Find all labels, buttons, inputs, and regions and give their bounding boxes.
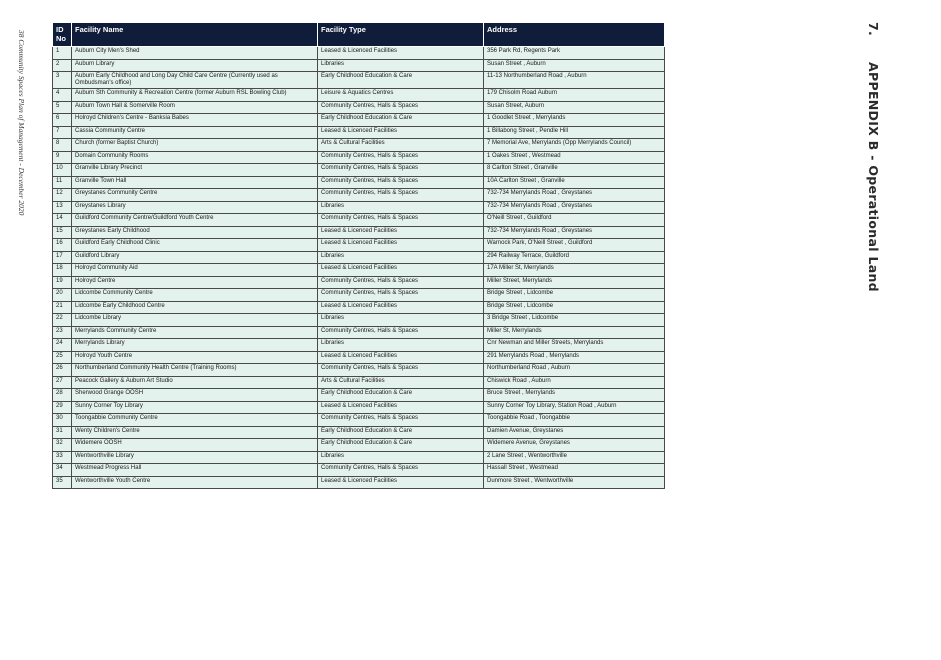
- cell-facility-name: Auburn Early Childhood and Long Day Child Care Centre (Currently used as Ombudsman's office): [72, 72, 318, 89]
- cell-facility-type: Libraries: [318, 314, 484, 327]
- cell-facility-type: Community Centres, Halls & Spaces: [318, 276, 484, 289]
- cell-address: Susan Street, Auburn: [484, 101, 665, 114]
- cell-id: 15: [53, 226, 72, 239]
- cell-address: Bridge Street , Lidcombe: [484, 289, 665, 302]
- cell-address: 17A Miller St, Merrylands: [484, 264, 665, 277]
- cell-address: Dunmore Street , Wentworthville: [484, 476, 665, 489]
- cell-address: Hassall Street , Westmead: [484, 464, 665, 477]
- table-row: [53, 289, 665, 302]
- section-number: 7.: [866, 22, 881, 37]
- table-row: [53, 426, 665, 439]
- table-row: [53, 439, 665, 452]
- cell-id: 30: [53, 414, 72, 427]
- cell-id: 14: [53, 214, 72, 227]
- cell-facility-type: Leased & Licenced Facilities: [318, 239, 484, 252]
- table-row: [53, 451, 665, 464]
- cell-facility-name: Auburn Library: [72, 59, 318, 72]
- table-row: [53, 72, 665, 89]
- cell-address: 294 Railway Terrace, Guildford: [484, 251, 665, 264]
- cell-facility-name: Cassia Community Centre: [72, 126, 318, 139]
- table-row: [53, 401, 665, 414]
- cell-facility-name: Toongabbie Community Centre: [72, 414, 318, 427]
- cell-id: 25: [53, 351, 72, 364]
- table-row: [53, 239, 665, 252]
- table-row: [53, 151, 665, 164]
- operational-land-table: [52, 22, 665, 489]
- cell-facility-type: Community Centres, Halls & Spaces: [318, 214, 484, 227]
- header-facility-name: Facility Name: [72, 23, 318, 47]
- table-row: [53, 126, 665, 139]
- cell-facility-type: Leisure & Aquatics Centres: [318, 89, 484, 102]
- cell-address: 732-734 Merrylands Road , Greystanes: [484, 189, 665, 202]
- cell-address: Miller Street, Merrylands: [484, 276, 665, 289]
- cell-facility-type: Early Childhood Education & Care: [318, 72, 484, 89]
- cell-facility-name: Sherwood Grange OOSH: [72, 389, 318, 402]
- cell-address: Sunny Corner Toy Library, Station Road , Auburn: [484, 401, 665, 414]
- table-header-row: [53, 23, 665, 47]
- cell-id: 27: [53, 376, 72, 389]
- cell-facility-type: Arts & Cultural Facilities: [318, 139, 484, 152]
- cell-address: Warnock Park, O'Neill Street , Guildford: [484, 239, 665, 252]
- cell-facility-type: Leased & Licenced Facilities: [318, 401, 484, 414]
- table-row: [53, 214, 665, 227]
- table-row: [53, 326, 665, 339]
- cell-address: Cnr Newman and Miller Streets, Merrylands: [484, 339, 665, 352]
- table-row: [53, 176, 665, 189]
- cell-facility-type: Leased & Licenced Facilities: [318, 126, 484, 139]
- cell-facility-type: Early Childhood Education & Care: [318, 426, 484, 439]
- cell-id: 18: [53, 264, 72, 277]
- table-row: [53, 464, 665, 477]
- table-row: [53, 389, 665, 402]
- table-body: [53, 47, 665, 489]
- cell-id: 16: [53, 239, 72, 252]
- cell-id: 31: [53, 426, 72, 439]
- cell-facility-name: Granville Library Precinct: [72, 164, 318, 177]
- cell-id: 33: [53, 451, 72, 464]
- cell-id: 4: [53, 89, 72, 102]
- cell-facility-name: Wenty Children's Centre: [72, 426, 318, 439]
- cell-id: 24: [53, 339, 72, 352]
- cell-address: 8 Carlton Street , Granville: [484, 164, 665, 177]
- cell-id: 34: [53, 464, 72, 477]
- cell-facility-type: Community Centres, Halls & Spaces: [318, 414, 484, 427]
- cell-facility-name: Auburn Town Hall & Somerville Room: [72, 101, 318, 114]
- cell-facility-type: Early Childhood Education & Care: [318, 114, 484, 127]
- cell-facility-name: Peacock Gallery & Auburn Art Studio: [72, 376, 318, 389]
- cell-facility-name: Lidcombe Community Centre: [72, 289, 318, 302]
- cell-id: 8: [53, 139, 72, 152]
- cell-facility-name: Auburn Sth Community & Recreation Centre (former Auburn RSL Bowling Club): [72, 89, 318, 102]
- cell-address: 3 Bridge Street , Lidcombe: [484, 314, 665, 327]
- cell-facility-name: Holroyd Community Aid: [72, 264, 318, 277]
- cell-facility-type: Early Childhood Education & Care: [318, 439, 484, 452]
- cell-id: 11: [53, 176, 72, 189]
- cell-facility-name: Wentworthville Library: [72, 451, 318, 464]
- table-row: [53, 476, 665, 489]
- cell-id: 13: [53, 201, 72, 214]
- cell-facility-name: Holroyd Children's Centre - Banksia Babes: [72, 114, 318, 127]
- cell-facility-name: Auburn City Men's Shed: [72, 47, 318, 60]
- cell-id: 21: [53, 301, 72, 314]
- page-footer-vertical: 38 Community Spaces Plan of Management - December 2020: [17, 30, 26, 216]
- table-row: [53, 376, 665, 389]
- header-address: Address: [484, 23, 665, 47]
- cell-id: 26: [53, 364, 72, 377]
- cell-facility-name: Guildford Community Centre/Guildford Youth Centre: [72, 214, 318, 227]
- table-row: [53, 101, 665, 114]
- cell-facility-type: Libraries: [318, 201, 484, 214]
- table-row: [53, 264, 665, 277]
- cell-id: 23: [53, 326, 72, 339]
- cell-facility-type: Libraries: [318, 59, 484, 72]
- table-row: [53, 139, 665, 152]
- table-row: [53, 339, 665, 352]
- cell-facility-name: Lidcombe Early Childhood Centre: [72, 301, 318, 314]
- cell-facility-type: Community Centres, Halls & Spaces: [318, 364, 484, 377]
- cell-facility-name: Holroyd Youth Centre: [72, 351, 318, 364]
- table-row: [53, 251, 665, 264]
- table-row: [53, 351, 665, 364]
- cell-address: 179 Chisolm Road Auburn: [484, 89, 665, 102]
- cell-facility-type: Community Centres, Halls & Spaces: [318, 101, 484, 114]
- cell-address: Bridge Street , Lidcombe: [484, 301, 665, 314]
- cell-id: 20: [53, 289, 72, 302]
- cell-facility-name: Church (former Baptist Church): [72, 139, 318, 152]
- cell-address: Susan Street , Auburn: [484, 59, 665, 72]
- table-row: [53, 364, 665, 377]
- section-title: APPENDIX B - Operational Land: [866, 62, 881, 292]
- cell-id: 12: [53, 189, 72, 202]
- cell-facility-type: Community Centres, Halls & Spaces: [318, 176, 484, 189]
- table-row: [53, 301, 665, 314]
- table-row: [53, 201, 665, 214]
- table-row: [53, 189, 665, 202]
- cell-address: O'Neill Street , Guildford: [484, 214, 665, 227]
- cell-id: 17: [53, 251, 72, 264]
- table-row: [53, 47, 665, 60]
- cell-facility-type: Leased & Licenced Facilities: [318, 47, 484, 60]
- cell-facility-name: Guildford Early Childhood Clinic: [72, 239, 318, 252]
- cell-id: 29: [53, 401, 72, 414]
- cell-id: 5: [53, 101, 72, 114]
- cell-address: 732-734 Merrylands Road , Greystanes: [484, 226, 665, 239]
- header-id: ID No: [53, 23, 72, 47]
- cell-facility-name: Northumberland Community Health Centre (Training Rooms): [72, 364, 318, 377]
- cell-id: 28: [53, 389, 72, 402]
- cell-id: 22: [53, 314, 72, 327]
- cell-facility-name: Sunny Corner Toy Library: [72, 401, 318, 414]
- cell-facility-type: Community Centres, Halls & Spaces: [318, 464, 484, 477]
- cell-facility-name: Greystanes Early Childhood: [72, 226, 318, 239]
- cell-facility-type: Community Centres, Halls & Spaces: [318, 326, 484, 339]
- cell-facility-name: Widemere OOSH: [72, 439, 318, 452]
- cell-facility-type: Early Childhood Education & Care: [318, 389, 484, 402]
- cell-facility-name: Granville Town Hall: [72, 176, 318, 189]
- cell-id: 9: [53, 151, 72, 164]
- cell-address: 291 Merrylands Road , Merrylands: [484, 351, 665, 364]
- cell-facility-name: Domain Community Rooms: [72, 151, 318, 164]
- cell-facility-type: Leased & Licenced Facilities: [318, 476, 484, 489]
- cell-facility-name: Westmead Progress Hall: [72, 464, 318, 477]
- cell-address: 2 Lane Street , Wentworthville: [484, 451, 665, 464]
- cell-facility-name: Greystanes Community Centre: [72, 189, 318, 202]
- cell-address: Damien Avenue, Greystanes: [484, 426, 665, 439]
- table-row: [53, 314, 665, 327]
- table-row: [53, 164, 665, 177]
- cell-address: Chiswick Road , Auburn: [484, 376, 665, 389]
- cell-facility-type: Leased & Licenced Facilities: [318, 264, 484, 277]
- cell-facility-name: Lidcombe Library: [72, 314, 318, 327]
- cell-id: 6: [53, 114, 72, 127]
- cell-id: 10: [53, 164, 72, 177]
- cell-id: 32: [53, 439, 72, 452]
- cell-address: Bruce Street , Merrylands: [484, 389, 665, 402]
- cell-facility-type: Community Centres, Halls & Spaces: [318, 164, 484, 177]
- cell-facility-name: Merrylands Community Centre: [72, 326, 318, 339]
- cell-id: 3: [53, 72, 72, 89]
- section-heading: [851, 22, 881, 292]
- cell-address: 10A Carlton Street , Granville: [484, 176, 665, 189]
- cell-facility-type: Community Centres, Halls & Spaces: [318, 189, 484, 202]
- cell-facility-type: Leased & Licenced Facilities: [318, 226, 484, 239]
- table-row: [53, 276, 665, 289]
- cell-id: 2: [53, 59, 72, 72]
- table-row: [53, 59, 665, 72]
- cell-id: 7: [53, 126, 72, 139]
- table-row: [53, 114, 665, 127]
- cell-address: 7 Memorial Ave, Merrylands (Opp Merrylands Council): [484, 139, 665, 152]
- cell-facility-type: Community Centres, Halls & Spaces: [318, 151, 484, 164]
- cell-address: Northumberland Road , Auburn: [484, 364, 665, 377]
- cell-address: 1 Oakes Street , Westmead: [484, 151, 665, 164]
- header-facility-type: Facility Type: [318, 23, 484, 47]
- cell-address: 356 Park Rd, Regents Park: [484, 47, 665, 60]
- cell-facility-name: Greystanes Library: [72, 201, 318, 214]
- cell-address: Widemere Avenue, Greystanes: [484, 439, 665, 452]
- table-row: [53, 414, 665, 427]
- cell-address: Toongabbie Road , Toongabbie: [484, 414, 665, 427]
- table-row: [53, 226, 665, 239]
- cell-facility-type: Leased & Licenced Facilities: [318, 301, 484, 314]
- cell-address: 732-734 Merrylands Road , Greystanes: [484, 201, 665, 214]
- cell-facility-name: Holroyd Centre: [72, 276, 318, 289]
- cell-facility-type: Libraries: [318, 451, 484, 464]
- cell-id: 1: [53, 47, 72, 60]
- cell-id: 19: [53, 276, 72, 289]
- cell-facility-name: Merrylands Library: [72, 339, 318, 352]
- cell-id: 35: [53, 476, 72, 489]
- cell-address: Miller St, Merrylands: [484, 326, 665, 339]
- cell-facility-type: Leased & Licenced Facilities: [318, 351, 484, 364]
- cell-facility-type: Libraries: [318, 339, 484, 352]
- cell-facility-type: Community Centres, Halls & Spaces: [318, 289, 484, 302]
- cell-address: 1 Goodlet Street , Merrylands: [484, 114, 665, 127]
- cell-facility-type: Libraries: [318, 251, 484, 264]
- cell-facility-name: Wentworthville Youth Centre: [72, 476, 318, 489]
- cell-address: 11-13 Northumberland Road , Auburn: [484, 72, 665, 89]
- cell-facility-name: Guildford Library: [72, 251, 318, 264]
- table-row: [53, 89, 665, 102]
- cell-address: 1 Billabong Street , Pendle Hill: [484, 126, 665, 139]
- cell-facility-type: Arts & Cultural Facilities: [318, 376, 484, 389]
